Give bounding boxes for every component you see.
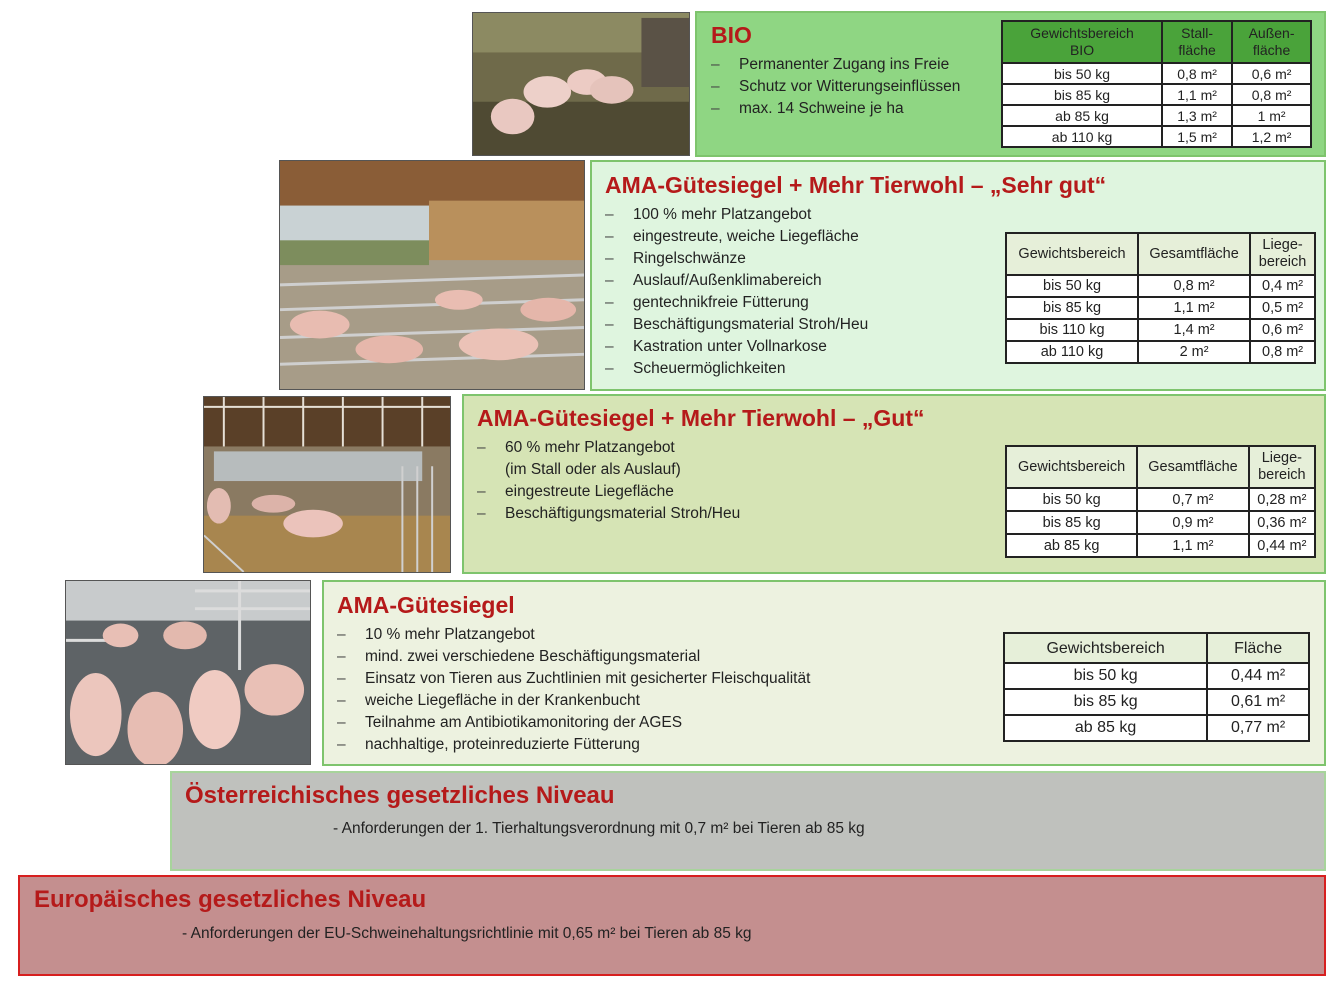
bio-title: BIO	[711, 22, 752, 48]
table-cell: bis 85 kg	[1002, 84, 1162, 105]
table-cell: ab 85 kg	[1004, 715, 1207, 741]
column-header: Gewichtsbereich	[1006, 446, 1137, 488]
table-cell: 0,8 m²	[1162, 63, 1232, 84]
gut-table	[1005, 445, 1316, 558]
table-cell: 0,8 m²	[1138, 275, 1250, 297]
bio-bullet: – Schutz vor Witterungseinflüssen	[711, 76, 960, 98]
table-cell: ab 85 kg	[1002, 105, 1162, 126]
gut-bullet-continuation: (im Stall oder als Auslauf)	[505, 461, 681, 478]
photo-pigs-open-barn	[279, 160, 585, 390]
table-header-row	[1002, 21, 1311, 63]
table-cell: 0,8 m²	[1250, 341, 1315, 363]
ama-bullet-list	[337, 624, 810, 756]
sehr-gut-table	[1005, 232, 1316, 364]
table-cell: 1 m²	[1232, 105, 1311, 126]
table-cell: ab 85 kg	[1006, 534, 1137, 557]
austria-requirement: - Anforderungen der 1. Tierhaltungsverordnung mit 0,7 m² bei Tieren ab 85 kg	[333, 820, 865, 837]
table-cell: bis 50 kg	[1006, 488, 1137, 511]
table-cell: 0,4 m²	[1250, 275, 1315, 297]
ama-bullet: – 10 % mehr Platzangebot	[337, 624, 810, 646]
table-cell: 0,44 m²	[1249, 534, 1315, 557]
photo-pigs-straw-pen	[203, 396, 451, 573]
column-header: Außen- fläche	[1232, 21, 1311, 63]
bio-bullet-list	[711, 54, 960, 120]
table-cell: 2 m²	[1138, 341, 1250, 363]
table-cell: ab 110 kg	[1002, 126, 1162, 147]
gut-bullet: – 60 % mehr Platzangebot	[477, 437, 740, 459]
table-cell: 0,44 m²	[1207, 663, 1309, 689]
table-row	[1002, 84, 1311, 105]
sehr-gut-bullet: – Auslauf/Außenklimabereich	[605, 270, 868, 292]
table-row	[1002, 105, 1311, 126]
table-cell: 0,7 m²	[1137, 488, 1248, 511]
table-cell: ab 110 kg	[1006, 341, 1138, 363]
table-cell: bis 50 kg	[1006, 275, 1138, 297]
column-header: Gewichtsbereich	[1004, 633, 1207, 663]
bio-bullet: – Permanenter Zugang ins Freie	[711, 54, 960, 76]
column-header: Gesamtfläche	[1137, 446, 1248, 488]
table-cell: 0,28 m²	[1249, 488, 1315, 511]
ama-title: AMA-Gütesiegel	[337, 592, 515, 618]
table-cell: 1,5 m²	[1162, 126, 1232, 147]
ama-bullet: – weiche Liegefläche in der Krankenbucht	[337, 690, 810, 712]
gut-bullet: – Beschäftigungsmaterial Stroh/Heu	[477, 503, 740, 525]
table-cell: bis 110 kg	[1006, 319, 1138, 341]
table-row	[1006, 341, 1315, 363]
sehr-gut-bullet: – Beschäftigungsmaterial Stroh/Heu	[605, 314, 868, 336]
table-row	[1006, 297, 1315, 319]
column-header: Gesamtfläche	[1138, 233, 1250, 275]
table-row	[1004, 663, 1309, 689]
gut-title: AMA-Gütesiegel + Mehr Tierwohl – „Gut“	[477, 405, 925, 431]
photo-pigs-pasture	[472, 12, 690, 156]
column-header: Gewichtsbereich BIO	[1002, 21, 1162, 63]
table-header-row	[1006, 446, 1315, 488]
column-header: Gewichtsbereich	[1006, 233, 1138, 275]
table-cell: 0,6 m²	[1232, 63, 1311, 84]
table-cell: 1,1 m²	[1137, 534, 1248, 557]
ama-bullet: – Teilnahme am Antibiotikamonitoring der AGES	[337, 712, 810, 734]
bio-bullet: – max. 14 Schweine je ha	[711, 98, 960, 120]
table-header-row	[1006, 233, 1315, 275]
table-row	[1006, 275, 1315, 297]
table-cell: bis 85 kg	[1006, 297, 1138, 319]
table-row	[1002, 126, 1311, 147]
ama-table	[1003, 632, 1310, 742]
table-row	[1006, 488, 1315, 511]
table-cell: bis 50 kg	[1002, 63, 1162, 84]
table-header-row	[1004, 633, 1309, 663]
column-header: Liege- bereich	[1250, 233, 1315, 275]
table-cell: 1,1 m²	[1138, 297, 1250, 319]
table-cell: 0,9 m²	[1137, 511, 1248, 534]
table-row	[1002, 63, 1311, 84]
table-cell: 0,8 m²	[1232, 84, 1311, 105]
sehr-gut-bullet: – eingestreute, weiche Liegefläche	[605, 226, 868, 248]
table-cell: 0,6 m²	[1250, 319, 1315, 341]
table-row	[1004, 689, 1309, 715]
table-cell: bis 85 kg	[1004, 689, 1207, 715]
ama-bullet: – mind. zwei verschiedene Beschäftigungsmaterial	[337, 646, 810, 668]
sehr-gut-bullet: – Ringelschwänze	[605, 248, 868, 270]
gut-bullet-list	[477, 437, 740, 525]
table-row	[1006, 319, 1315, 341]
table-cell: bis 85 kg	[1006, 511, 1137, 534]
sehr-gut-bullet: – gentechnikfreie Fütterung	[605, 292, 868, 314]
sehr-gut-bullet-list	[605, 204, 868, 380]
gut-bullet: – eingestreute Liegefläche	[477, 481, 740, 503]
table-cell: 1,2 m²	[1232, 126, 1311, 147]
table-row	[1006, 534, 1315, 557]
sehr-gut-bullet: – 100 % mehr Platzangebot	[605, 204, 868, 226]
table-cell: 0,61 m²	[1207, 689, 1309, 715]
ama-bullet: – Einsatz von Tieren aus Zuchtlinien mit gesicherter Fleischqualität	[337, 668, 810, 690]
photo-pigs-indoor-pen	[65, 580, 311, 765]
table-cell: 1,4 m²	[1138, 319, 1250, 341]
bio-table	[1001, 20, 1312, 148]
column-header: Fläche	[1207, 633, 1309, 663]
eu-title: Europäisches gesetzliches Niveau	[34, 886, 427, 913]
sehr-gut-bullet: – Kastration unter Vollnarkose	[605, 336, 868, 358]
sehr-gut-bullet: – Scheuermöglichkeiten	[605, 358, 868, 380]
eu-requirement: - Anforderungen der EU-Schweinehaltungsrichtlinie mit 0,65 m² bei Tieren ab 85 kg	[182, 925, 752, 942]
table-cell: 0,5 m²	[1250, 297, 1315, 319]
austria-title: Österreichisches gesetzliches Niveau	[185, 782, 615, 809]
ama-bullet: – nachhaltige, proteinreduzierte Fütterung	[337, 734, 810, 756]
table-row	[1006, 511, 1315, 534]
table-cell: 1,3 m²	[1162, 105, 1232, 126]
column-header: Liege- bereich	[1249, 446, 1315, 488]
column-header: Stall- fläche	[1162, 21, 1232, 63]
table-cell: 0,36 m²	[1249, 511, 1315, 534]
table-cell: bis 50 kg	[1004, 663, 1207, 689]
sehr-gut-title: AMA-Gütesiegel + Mehr Tierwohl – „Sehr gut“	[605, 172, 1107, 198]
table-row	[1004, 715, 1309, 741]
table-cell: 0,77 m²	[1207, 715, 1309, 741]
table-cell: 1,1 m²	[1162, 84, 1232, 105]
